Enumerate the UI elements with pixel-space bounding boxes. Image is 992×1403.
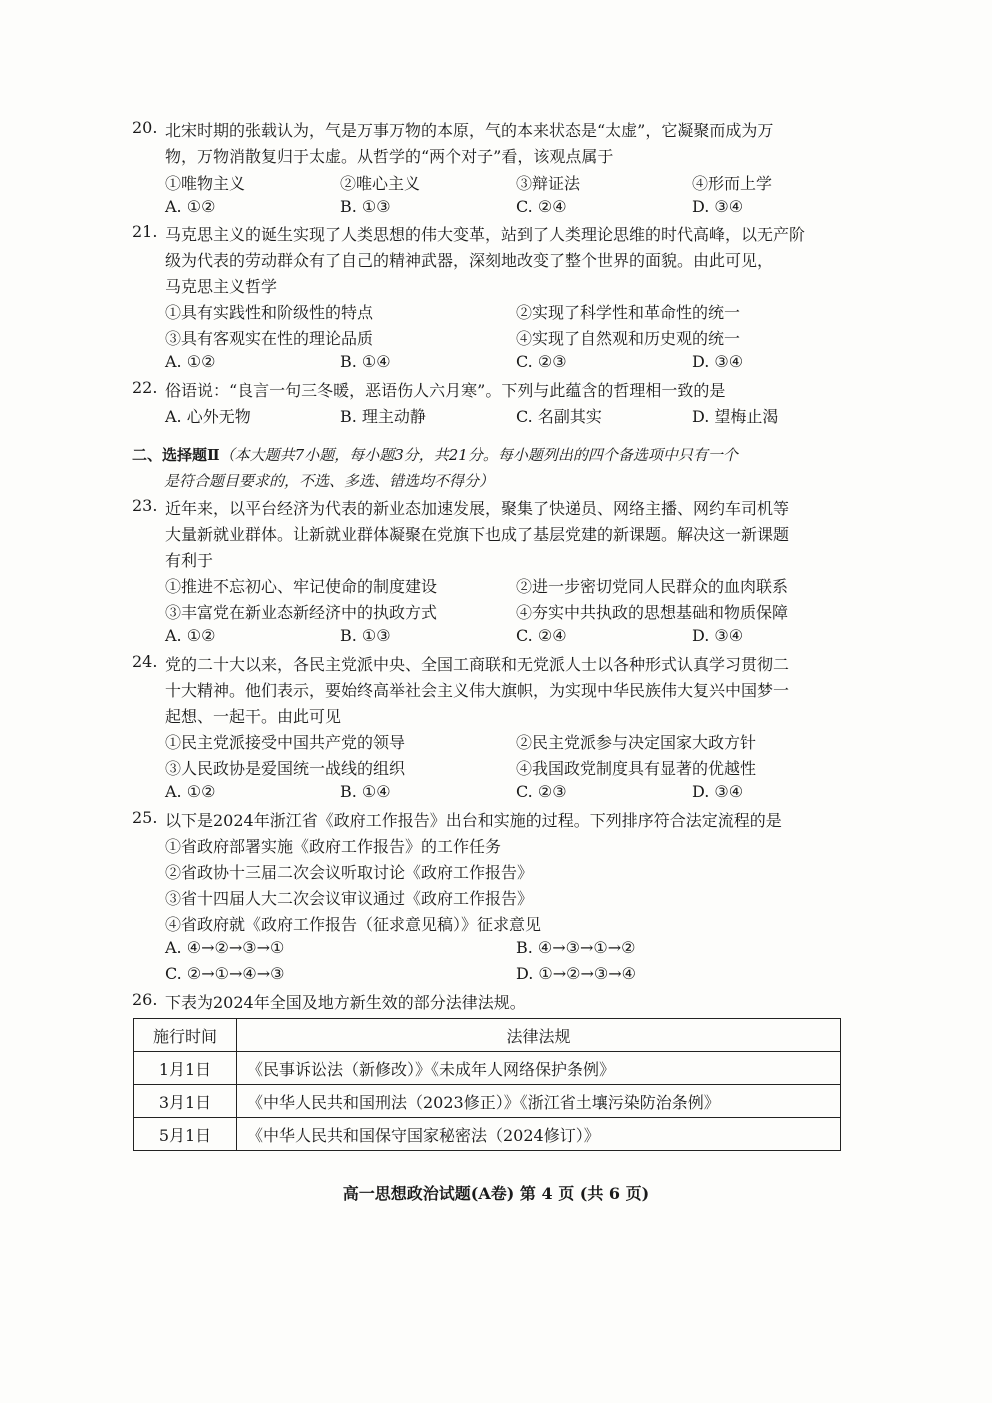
answer-option-c: C. ②③ (516, 782, 567, 801)
statement: ④夯实中共执政的思想基础和物质保障 (516, 603, 789, 622)
answer-option-a: A. ④→②→③→① (165, 938, 285, 957)
section-description: （本大题共7小题，每小题3分，共21分。每小题列出的四个备选项中只有一个 (219, 446, 738, 464)
answer-option-d: D. ③④ (692, 352, 744, 371)
answer-option-b: B. ①④ (340, 352, 391, 371)
statement: ①唯物主义 (165, 174, 246, 193)
question-number: 23. (132, 496, 158, 515)
law-table (133, 1018, 841, 1151)
question-number: 26. (132, 990, 158, 1009)
statement: ③省十四届人大二次会议审议通过《政府工作报告》 (165, 889, 534, 908)
question-stem-line: 起想、一起干。由此可见 (165, 707, 342, 726)
question-number: 24. (132, 652, 158, 671)
table-cell-laws: 《民事诉讼法（新修改）》《未成年人网络保护条例》 (237, 1052, 841, 1085)
statement: ④我国政党制度具有显著的优越性 (516, 759, 757, 778)
question-stem-line: 十大精神。他们表示，要始终高举社会主义伟大旗帜，为实现中华民族伟大复兴中国梦一 (165, 681, 790, 700)
table-row (134, 1085, 841, 1118)
answer-option-c: C. ②④ (516, 197, 567, 216)
table-cell-date: 5月1日 (134, 1118, 237, 1151)
question-number: 20. (132, 118, 158, 137)
statement: ④形而上学 (692, 174, 773, 193)
answer-option-a: A. 心外无物 (165, 407, 251, 426)
statement: ①民主党派接受中国共产党的领导 (165, 733, 406, 752)
answer-option-a: A. ①② (165, 782, 216, 801)
question-stem-line: 物，万物消散复归于太虚。从哲学的“两个对子”看，该观点属于 (165, 147, 614, 166)
question-stem-line: 党的二十大以来，各民主党派中央、全国工商联和无党派人士以各种形式认真学习贯彻二 (165, 655, 790, 674)
question-stem-line: 近年来，以平台经济为代表的新业态加速发展，聚集了快递员、网络主播、网约车司机等 (165, 499, 790, 518)
table-row (134, 1118, 841, 1151)
question-stem-line: 北宋时期的张载认为，气是万事万物的本原，气的本来状态是“太虚”，它凝聚而成为万 (165, 121, 774, 140)
question-number: 21. (132, 222, 158, 241)
answer-option-a: A. ①② (165, 626, 216, 645)
page-footer: 高一思想政治试题(A卷) 第 4 页 (共 6 页) (342, 1184, 650, 1203)
column-header: 施行时间 (134, 1019, 237, 1052)
answer-option-c: C. 名副其实 (516, 407, 602, 426)
statement: ③丰富党在新业态新经济中的执政方式 (165, 603, 438, 622)
answer-option-a: A. ①② (165, 197, 216, 216)
question-stem-line: 俗语说：“良言一句三冬暖，恶语伤人六月寒”。下列与此蕴含的哲理相一致的是 (165, 381, 726, 400)
statement: ②省政协十三届二次会议听取讨论《政府工作报告》 (165, 863, 534, 882)
table-header-row (134, 1019, 841, 1052)
statement: ②实现了科学性和革命性的统一 (516, 303, 741, 322)
statement: ②进一步密切党同人民群众的血肉联系 (516, 577, 789, 596)
section-description: 是符合题目要求的，不选、多选、错选均不得分） (164, 472, 495, 490)
statement: ③辩证法 (516, 174, 581, 193)
answer-option-c: C. ②→①→④→③ (165, 964, 285, 983)
answer-option-c: C. ②③ (516, 352, 567, 371)
question-number: 22. (132, 378, 158, 397)
table-cell-date: 3月1日 (134, 1085, 237, 1118)
answer-option-b: B. ①③ (340, 626, 391, 645)
statement: ③具有客观实在性的理论品质 (165, 329, 374, 348)
table-cell-date: 1月1日 (134, 1052, 237, 1085)
question-stem-line: 有利于 (165, 551, 214, 570)
answer-option-d: D. 望梅止渴 (692, 407, 779, 426)
answer-option-d: D. ③④ (692, 626, 744, 645)
answer-option-c: C. ②④ (516, 626, 567, 645)
answer-option-b: B. ①④ (340, 782, 391, 801)
column-header: 法律法规 (237, 1019, 841, 1052)
statement: ①具有实践性和阶级性的特点 (165, 303, 374, 322)
answer-option-b: B. 理主动静 (340, 407, 426, 426)
statement: ①推进不忘初心、牢记使命的制度建设 (165, 577, 438, 596)
question-stem-line: 级为代表的劳动群众有了自己的精神武器，深刻地改变了整个世界的面貌。由此可见， (165, 251, 774, 270)
table-row (134, 1052, 841, 1085)
statement: ④实现了自然观和历史观的统一 (516, 329, 741, 348)
answer-option-a: A. ①② (165, 352, 216, 371)
answer-option-d: D. ③④ (692, 782, 744, 801)
question-stem-line: 以下是2024年浙江省《政府工作报告》出台和实施的过程。下列排序符合法定流程的是 (165, 811, 782, 830)
answer-option-d: D. ①→②→③→④ (516, 964, 637, 983)
question-stem-line: 马克思主义哲学 (165, 277, 278, 296)
question-stem-line: 下表为2024年全国及地方新生效的部分法律法规。 (165, 993, 526, 1012)
statement: ④省政府就《政府工作报告（征求意见稿）》征求意见 (165, 915, 542, 934)
table-cell-laws: 《中华人民共和国保守国家秘密法（2024修订）》 (237, 1118, 841, 1151)
statement: ②唯心主义 (340, 174, 421, 193)
table-cell-laws: 《中华人民共和国刑法（2023修正）》《浙江省土壤污染防治条例》 (237, 1085, 841, 1118)
answer-option-d: D. ③④ (692, 197, 744, 216)
statement: ③人民政协是爱国统一战线的组织 (165, 759, 406, 778)
statement: ①省政府部署实施《政府工作报告》的工作任务 (165, 837, 502, 856)
answer-option-b: B. ①③ (340, 197, 391, 216)
question-stem-line: 马克思主义的诞生实现了人类思想的伟大变革，站到了人类理论思维的时代高峰，以无产阶 (165, 225, 806, 244)
answer-option-b: B. ④→③→①→② (516, 938, 636, 957)
section-2-header (132, 442, 862, 494)
question-number: 25. (132, 808, 158, 827)
statement: ②民主党派参与决定国家大政方针 (516, 733, 757, 752)
question-stem-line: 大量新就业群体。让新就业群体凝聚在党旗下也成了基层党建的新课题。解决这一新课题 (165, 525, 790, 544)
section-title: 二、选择题Ⅱ (132, 446, 220, 464)
